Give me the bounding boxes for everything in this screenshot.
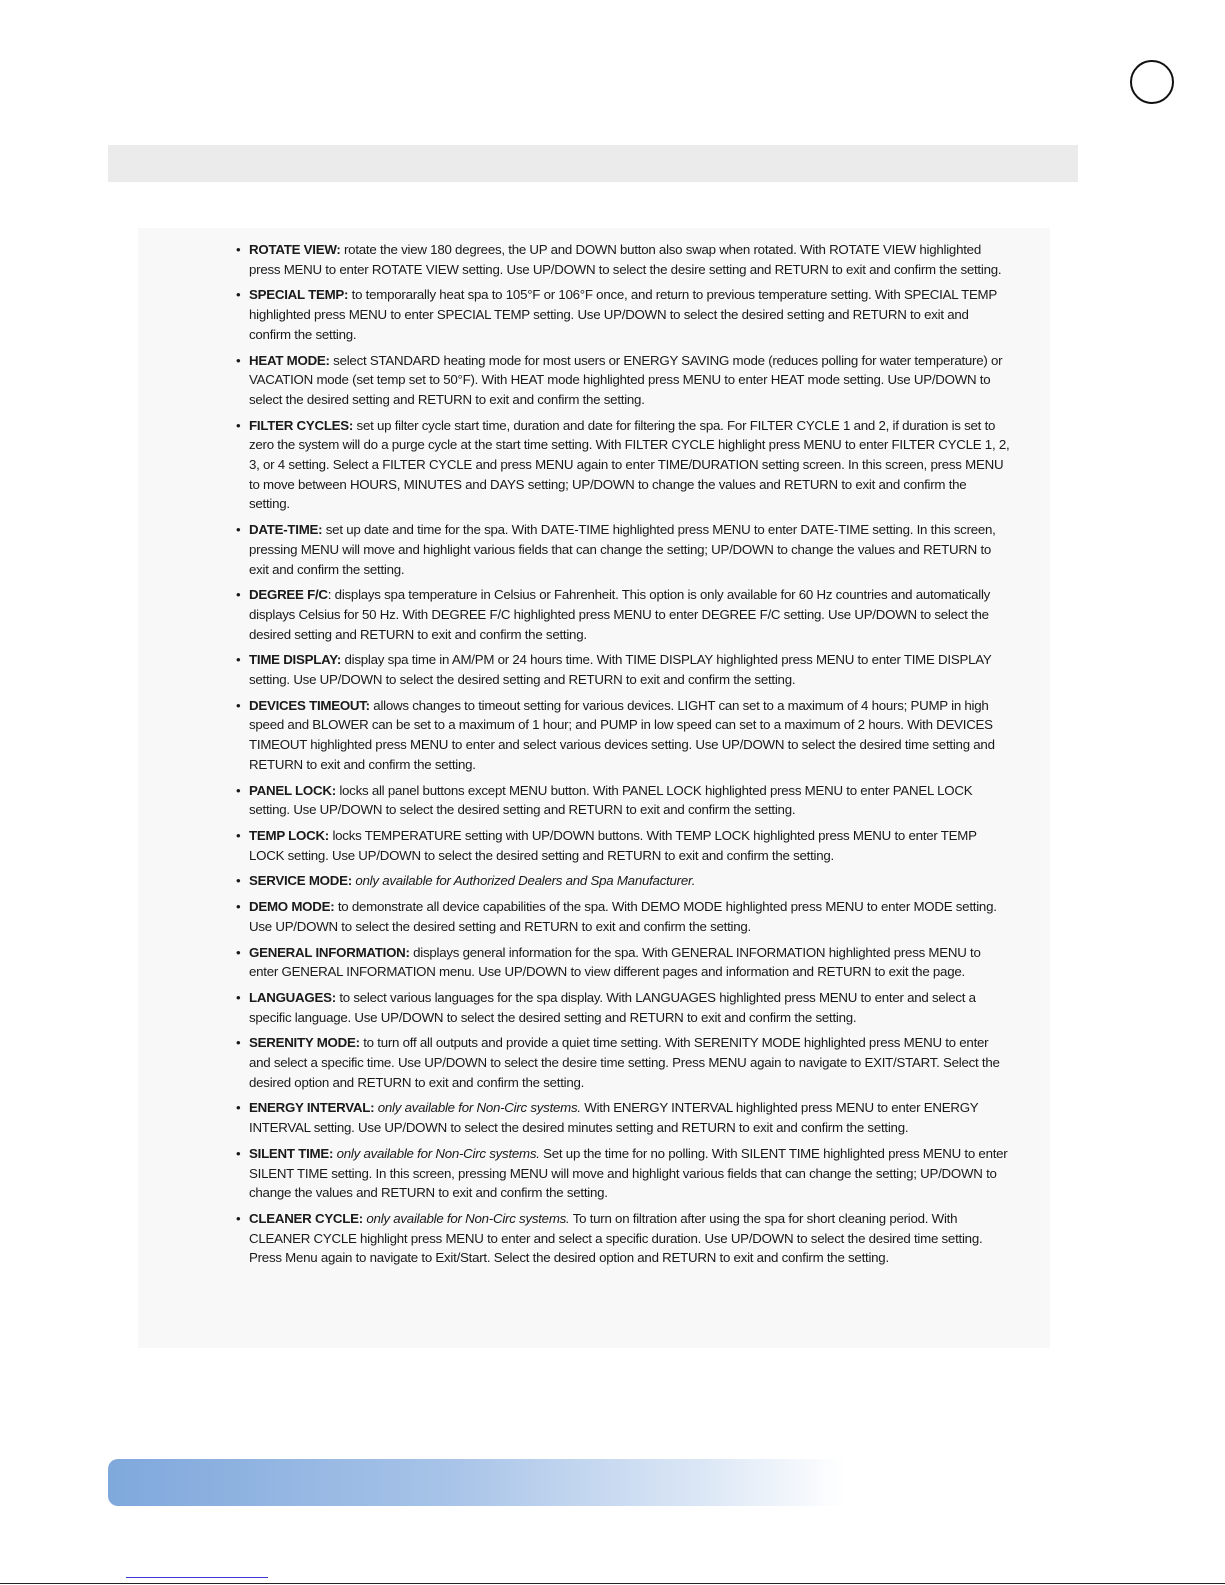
list-item bbox=[236, 650, 1010, 689]
list-item bbox=[236, 1209, 1010, 1268]
item-description: Set up the time for no polling. With SILENT TIME highlighted press MENU to enter SILENT TIME setting. In this screen, pressing MENU will move and highlight various fields that can change the setting; UP/DOWN to change the values and RETURN to exit and confirm the setting. bbox=[249, 1145, 1008, 1201]
list-item bbox=[236, 585, 1010, 644]
item-description: With ENERGY INTERVAL highlighted press MENU to enter ENERGY INTERVAL setting. Use UP/DOWN to select the desired minutes setting and RETURN to exit and confirm the setting. bbox=[249, 1100, 979, 1136]
list-item bbox=[236, 1033, 1010, 1092]
item-description: rotate the view 180 degrees, the UP and DOWN button also swap when rotated. With ROTATE VIEW highlighted press MENU to enter ROTATE VIEW setting. Use UP/DOWN to select the desire setting and RETURN to exit and confirm the setting. bbox=[249, 242, 1002, 277]
item-note: only available for Non-Circ systems. bbox=[333, 1145, 540, 1161]
list-item bbox=[236, 988, 1010, 1027]
menu-options-list bbox=[236, 240, 1010, 1274]
item-term: DEGREE F/C bbox=[249, 587, 328, 603]
footer-gradient-band bbox=[108, 1459, 1078, 1506]
item-term: SERVICE MODE: bbox=[249, 873, 352, 889]
bullet-icon: • bbox=[236, 1210, 241, 1226]
list-item bbox=[236, 416, 1010, 515]
bullet-icon: • bbox=[236, 1100, 241, 1116]
item-note: only available for Authorized Dealers and Spa Manufacturer. bbox=[351, 873, 696, 889]
item-term: SERENITY MODE: bbox=[249, 1035, 360, 1051]
bullet-icon: • bbox=[236, 1035, 241, 1051]
item-term: LANGUAGES: bbox=[249, 989, 336, 1005]
item-term: SPECIAL TEMP: bbox=[249, 287, 349, 303]
list-item bbox=[236, 520, 1010, 579]
item-description: to turn off all outputs and provide a quiet time setting. With SERENITY MODE highlighted press MENU to enter and select a specific time. Use UP/DOWN to select the desire time setting. Press MENU again to navigate to EXIT/START. Select the desired option and RETURN to exit and confirm the setting. bbox=[249, 1035, 1000, 1090]
list-item bbox=[236, 897, 1010, 936]
footer-divider bbox=[0, 1583, 1225, 1584]
list-item bbox=[236, 826, 1010, 865]
list-item bbox=[236, 240, 1010, 279]
item-description: To turn on filtration after using the spa for short cleaning period. With CLEANER CYCLE highlight press MENU to enter and select a specific duration. Use UP/DOWN to select the desired time setting. Press Menu again to navigate to Exit/Start. Select the desired option and RETURN to exit and confirm the setting. bbox=[249, 1210, 983, 1266]
item-description: : displays spa temperature in Celsius or Fahrenheit. This option is only available for 60 Hz countries and automatically displays Celsius for 50 Hz. With DEGREE F/C highlighted press MENU to enter DEGREE F/C setting. Use UP/DOWN to select the desired setting and RETURN to exit and confirm the setting. bbox=[249, 587, 991, 642]
item-description: to temporarally heat spa to 105°F or 106°F once, and return to previous temperature setting. With SPECIAL TEMP highlighted press MENU to enter SPECIAL TEMP setting. Use UP/DOWN to select the desired setting and RETURN to exit and confirm the setting. bbox=[249, 287, 997, 342]
bullet-icon: • bbox=[236, 873, 241, 889]
bullet-icon: • bbox=[236, 989, 241, 1005]
item-description: allows changes to timeout setting for various devices. LIGHT can set to a maximum of 4 hours; PUMP in high speed and BLOWER can be set to a maximum of 1 hour; and PUMP in low speed can set to a maximum of 2 hours. With DEVICES TIMEOUT highlighted press MENU to enter and select various devices setting. Use UP/DOWN to select the desired time setting and RETURN to exit and confirm the setting. bbox=[249, 697, 995, 772]
item-term: FILTER CYCLES: bbox=[249, 417, 354, 433]
item-description: set up date and time for the spa. With DATE-TIME highlighted press MENU to enter DATE-TIME setting. In this screen, pressing MENU will move and highlight various fields that can change the setting; UP/DOWN to change the values and RETURN to exit and confirm the setting. bbox=[249, 522, 996, 577]
bullet-icon: • bbox=[236, 652, 241, 668]
item-term: TIME DISPLAY: bbox=[249, 652, 342, 668]
list-item bbox=[236, 285, 1010, 344]
item-note: only available for Non-Circ systems. bbox=[362, 1210, 570, 1226]
bullet-icon: • bbox=[236, 827, 241, 843]
list-item bbox=[236, 781, 1010, 820]
header-band bbox=[108, 145, 1078, 182]
item-term: ROTATE VIEW: bbox=[249, 242, 341, 257]
bullet-icon: • bbox=[236, 899, 241, 915]
list-item bbox=[236, 943, 1010, 982]
bullet-icon: • bbox=[236, 417, 241, 433]
bullet-icon: • bbox=[236, 352, 241, 368]
item-term: GENERAL INFORMATION: bbox=[249, 944, 410, 960]
item-description: locks TEMPERATURE setting with UP/DOWN buttons. With TEMP LOCK highlighted press MENU to enter TEMP LOCK setting. Use UP/DOWN to select the desired setting and RETURN to exit and confirm the setting. bbox=[249, 827, 977, 863]
item-description: display spa time in AM/PM or 24 hours time. With TIME DISPLAY highlighted press MENU to enter TIME DISPLAY setting. Use UP/DOWN to select the desired setting and RETURN to exit and confirm the setting. bbox=[249, 652, 992, 688]
item-term: ENERGY INTERVAL: bbox=[249, 1100, 375, 1116]
item-description: to select various languages for the spa display. With LANGUAGES highlighted press MENU to enter and select a specific language. Use UP/DOWN to select the desired setting and RETURN to exit and confirm the setting. bbox=[249, 989, 976, 1025]
item-term: CLEANER CYCLE: bbox=[249, 1210, 363, 1226]
bullet-icon: • bbox=[236, 587, 241, 603]
bullet-icon: • bbox=[236, 944, 241, 960]
footer-link-underline bbox=[126, 1577, 268, 1578]
item-description: to demonstrate all device capabilities of the spa. With DEMO MODE highlighted press MENU to enter MODE setting. Use UP/DOWN to select the desired setting and RETURN to exit and confirm the setting. bbox=[249, 899, 997, 934]
bullet-icon: • bbox=[236, 697, 241, 713]
bullet-icon: • bbox=[236, 1145, 241, 1161]
item-description: set up filter cycle start time, duration and date for filtering the spa. For FILTER CYCLE 1 and 2, if duration is set to zero the system will do a purge cycle at the start time setting. With FILTER CYCLE highlight press MENU to enter FILTER CYCLE 1, 2, 3, or 4 setting. Select a FILTER CYCLE and press MENU again to enter TIME/DURATION setting screen. In this screen, press MENU to move between HOURS, MINUTES and DAYS setting; UP/DOWN to change the values and RETURN to exit and confirm the setting. bbox=[249, 417, 1010, 512]
bullet-icon: • bbox=[236, 782, 241, 798]
item-description: displays general information for the spa. With GENERAL INFORMATION highlighted press MENU to enter GENERAL INFORMATION menu. Use UP/DOWN to view different pages and information and RETURN to exit the page. bbox=[249, 944, 981, 980]
bullet-icon: • bbox=[236, 242, 241, 257]
item-note: only available for Non-Circ systems. bbox=[374, 1100, 581, 1116]
list-item bbox=[236, 1098, 1010, 1137]
item-term: HEAT MODE: bbox=[249, 352, 330, 368]
item-term: TEMP LOCK: bbox=[249, 827, 329, 843]
list-item bbox=[236, 1144, 1010, 1203]
list-item bbox=[236, 871, 1010, 891]
item-description: locks all panel buttons except MENU button. With PANEL LOCK highlighted press MENU to enter PANEL LOCK setting. Use UP/DOWN to select the desired setting and RETURN to exit and confirm the setting. bbox=[249, 782, 973, 818]
bullet-icon: • bbox=[236, 522, 241, 538]
item-term: SILENT TIME: bbox=[249, 1145, 334, 1161]
list-item bbox=[236, 351, 1010, 410]
item-term: DATE-TIME: bbox=[249, 522, 323, 538]
page-marker-circle bbox=[1130, 60, 1174, 104]
item-term: DEMO MODE: bbox=[249, 899, 335, 915]
item-description: select STANDARD heating mode for most users or ENERGY SAVING mode (reduces polling for water temperature) or VACATION mode (set temp set to 50°F). With HEAT mode highlighted press MENU to enter HEAT mode setting. Use UP/DOWN to select the desired setting and RETURN to exit and confirm the setting. bbox=[249, 352, 1003, 407]
item-term: DEVICES TIMEOUT: bbox=[249, 697, 370, 713]
bullet-icon: • bbox=[236, 287, 241, 303]
list-item bbox=[236, 696, 1010, 775]
item-term: PANEL LOCK: bbox=[249, 782, 336, 798]
